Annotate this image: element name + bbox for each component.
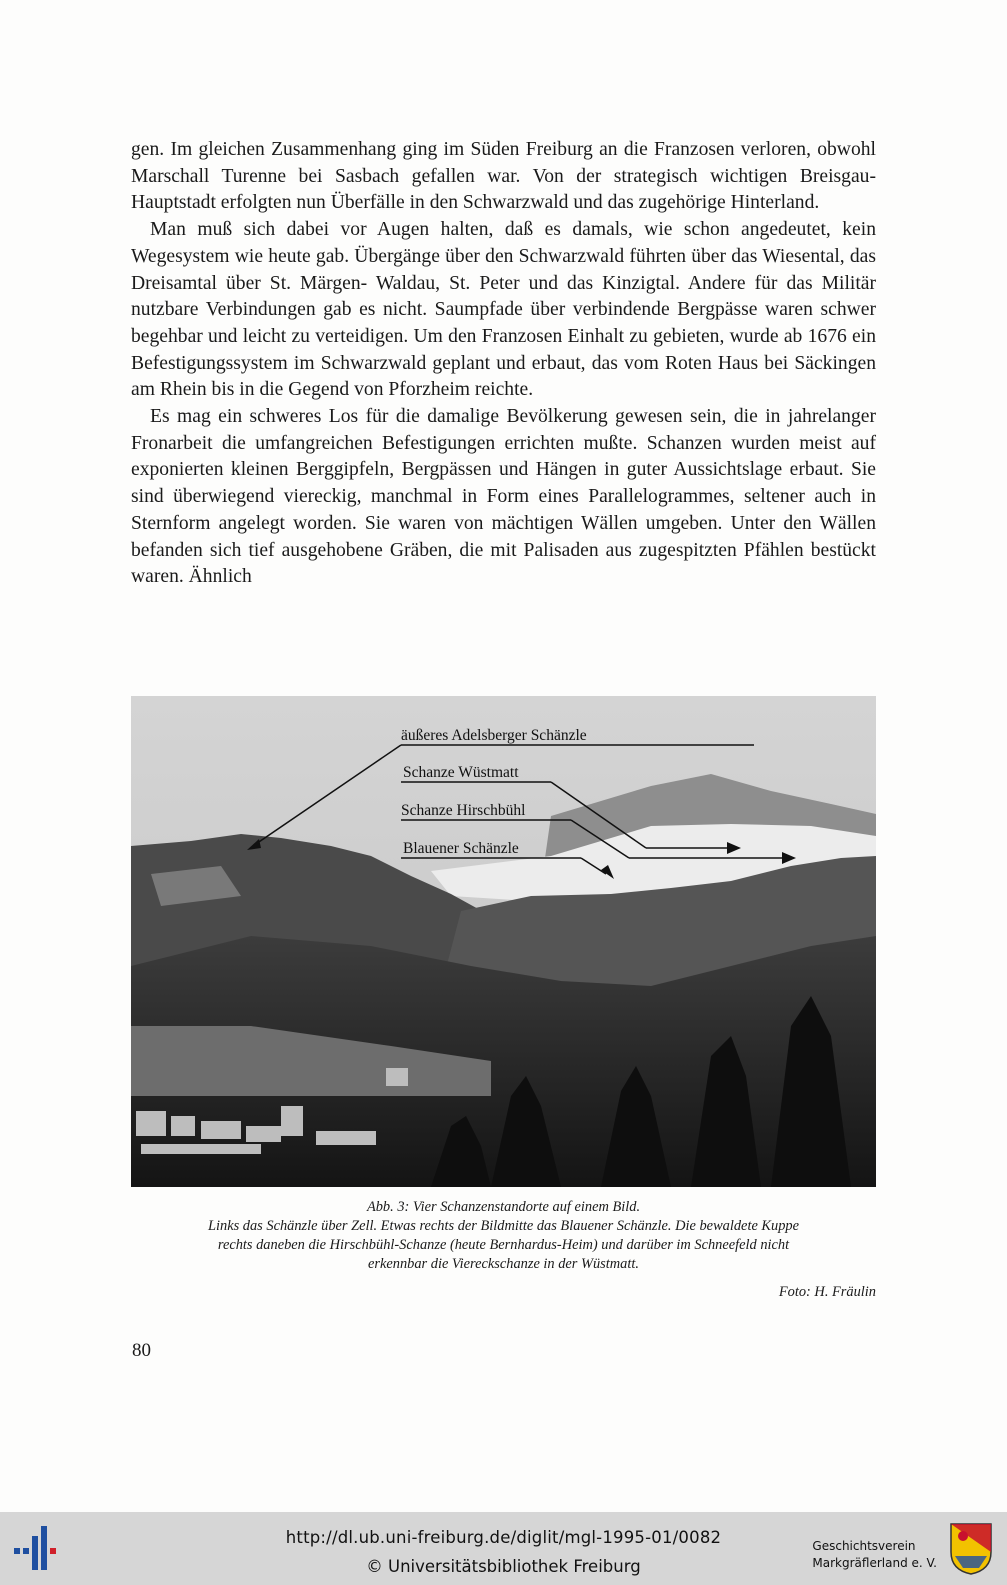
label-adelsberger: äußeres Adelsberger Schänzle — [401, 727, 587, 744]
label-hirschbuehl: Schanze Hirschbühl — [401, 802, 526, 819]
document-url-link[interactable]: http://dl.ub.uni-freiburg.de/diglit/mgl-1995-01/0082 — [285, 1528, 722, 1547]
footer-bar — [0, 1512, 1007, 1585]
label-wuestmatt: Schanze Wüstmatt — [403, 764, 519, 781]
caption-line: erkennbar die Viereckschanze in der Wüstmatt. — [368, 1256, 639, 1272]
paragraph: gen. Im gleichen Zusammenhang ging im Süden Freiburg an die Franzosen verloren, obwohl Marschall Turenne bei Sasbach gefallen war. Von der strategisch wichtigen Breisgau-Hauptstadt erfolgten nun Überfälle in den Schwarzwald und das zugehörige Hinterland. — [131, 139, 876, 214]
society-line-1: Geschichtsverein — [812, 1539, 916, 1553]
paragraph: Man muß sich dabei vor Augen halten, daß es damals, wie schon angedeutet, kein Wegesystem wie heute gab. Übergänge über den Schwarzwald führten über das Wiesental, das Dreisamtal über St. Märgen- Waldau, St. Peter und das Kinzigtal. Andere für das Militär nutzbare Verbindungen gab es nicht. Saumpfade über verbindende Bergpässe waren schwer begehbar und leicht zu verteidigen. Um den Franzosen Einhalt zu gebieten, wurde ab 1676 ein Befestigungssystem im Schwarzwald geplant und erbaut, das vom Roten Haus bei Säckingen am Rhein bis in die Gegend von Pforzheim reichte. — [131, 219, 876, 401]
coat-of-arms-icon — [949, 1522, 993, 1580]
photo-credit: Foto: H. Fräulin — [778, 1284, 876, 1300]
copyright-text: © Universitätsbibliothek Freiburg — [366, 1557, 641, 1576]
society-line-2: Markgräflerland e. V. — [812, 1556, 937, 1570]
society-name — [812, 1538, 937, 1572]
body-text — [131, 137, 876, 591]
paragraph: Es mag ein schweres Los für die damalige Bevölkerung gewesen sein, die in jahrelanger Fronarbeit die umfangreichen Befestigungen errichten mußte. Schanzen wurden meist auf exponierten kleinen Berggipfeln, Bergpässen und Hängen in guter Aussichtslage erbaut. Sie sind überwiegend viereckig, manchmal in Form eines Parallelogrammes, seltener auch in Sternform angelegt worden. Sie waren von mächtigen Wällen umgeben. Unter den Wällen befanden sich tief ausgehobene Gräben, die mit Palisaden aus zugespitzten Pfählen bestückt waren. Ähnlich — [131, 406, 876, 588]
caption-title: Abb. 3: Vier Schanzenstandorte auf einem Bild. — [366, 1199, 641, 1215]
figure-caption — [131, 1198, 876, 1274]
page-number: 80 — [132, 1340, 151, 1361]
caption-line: Links das Schänzle über Zell. Etwas rechts der Bildmitte das Blauener Schänzle. Die bewaldete Kuppe — [208, 1218, 799, 1234]
landscape-photo — [131, 696, 876, 1187]
caption-line: rechts daneben die Hirschbühl-Schanze (heute Bernhardus-Heim) und darüber im Schneefeld nicht — [217, 1237, 790, 1253]
label-blauener: Blauener Schänzle — [403, 840, 519, 857]
